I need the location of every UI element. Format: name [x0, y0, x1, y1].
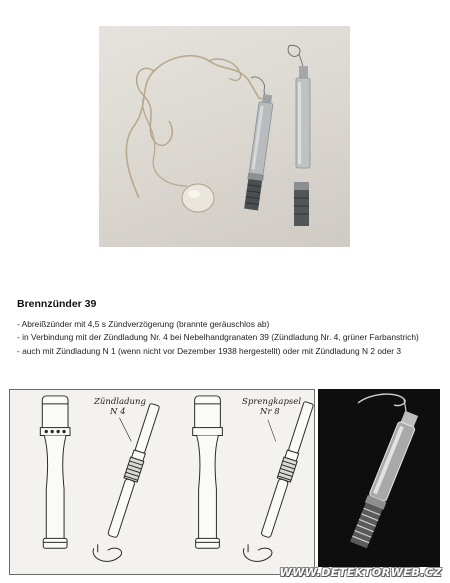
drawing-label: Zündladung — [94, 397, 146, 407]
fuze-parts-photo — [99, 26, 350, 247]
technical-drawing — [9, 389, 315, 575]
fuze-bw-photo — [318, 389, 440, 567]
section-heading: Brennzünder 39 — [17, 298, 97, 310]
drawing-label: N 4 — [110, 407, 126, 417]
bullet-item: - Abreißzünder mit 4,5 s Zündverzögerung (brannte geräuschlos ab) — [17, 319, 270, 329]
watermark: WWW.DETEKTORWEB.CZ — [279, 566, 442, 579]
drawing-label: Sprengkapsel — [242, 397, 302, 407]
bullet-list — [17, 318, 437, 358]
bullet-item: - in Verbindung mit der Zündladung Nr. 4 bei Nebelhandgranaten 39 (Zündladung Nr. 4, grüner Farbanstrich) — [17, 332, 419, 343]
bullet-item: - auch mit Zündladung N 1 (wenn nicht vor Dezember 1938 hergestellt) oder mit Zündladung N 2 oder 3 — [17, 345, 402, 356]
drawing-label: Nr 8 — [260, 407, 280, 417]
